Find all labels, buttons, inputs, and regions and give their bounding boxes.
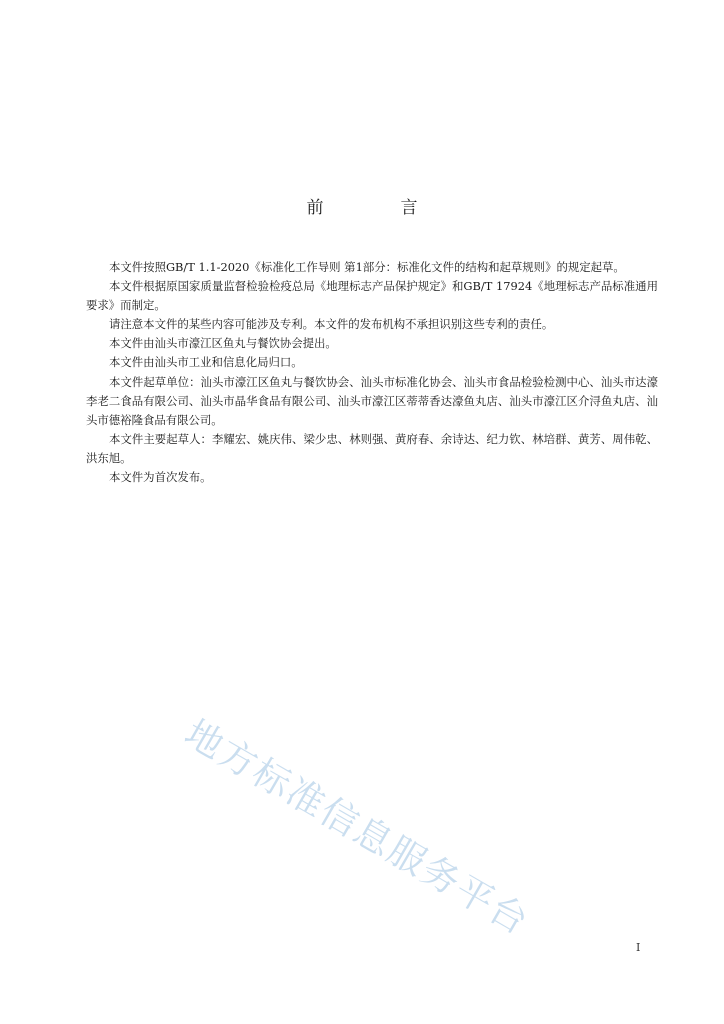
paragraph-regulation-basis: 本文件根据原国家质量监督检验检疫总局《地理标志产品保护规定》和GB/T 17924《地理标志产品标准通用要求》而制定。 xyxy=(86,279,658,313)
page-number: I xyxy=(636,941,641,954)
paragraph-drafters: 本文件主要起草人：李耀宏、姚庆伟、梁少忠、林则强、黄府春、余诗达、纪力钦、林培群、黄芳、周伟乾、洪东旭。 xyxy=(86,431,658,465)
page-title: 前 言 xyxy=(306,198,448,218)
paragraph-first-release: 本文件为首次发布。 xyxy=(109,470,212,485)
watermark: 地方标准信息服务平台 xyxy=(177,711,537,944)
paragraph-patent-notice: 请注意本文件的某些内容可能涉及专利。本文件的发布机构不承担识别这些专利的责任。 xyxy=(109,317,554,332)
paragraph-standard-basis: 本文件按照GB/T 1.1-2020《标准化工作导则 第1部分：标准化文件的结构和起草规则》的规定起草。 xyxy=(109,260,625,274)
foreword-body xyxy=(86,258,658,487)
paragraph-centralizing-unit: 本文件由汕头市工业和信息化局归口。 xyxy=(109,355,303,370)
paragraph-drafting-units: 本文件起草单位：汕头市濠江区鱼丸与餐饮协会、汕头市标准化协会、汕头市食品检验检测中心、汕头市达濠李老二食品有限公司、汕头市晶华食品有限公司、汕头市濠江区蒂蒂香达濠鱼丸店、汕头市濠江区介浔鱼丸店、汕头市德裕隆食品有限公司。 xyxy=(86,374,658,427)
paragraph-proposer: 本文件由汕头市濠江区鱼丸与餐饮协会提出。 xyxy=(109,336,337,351)
